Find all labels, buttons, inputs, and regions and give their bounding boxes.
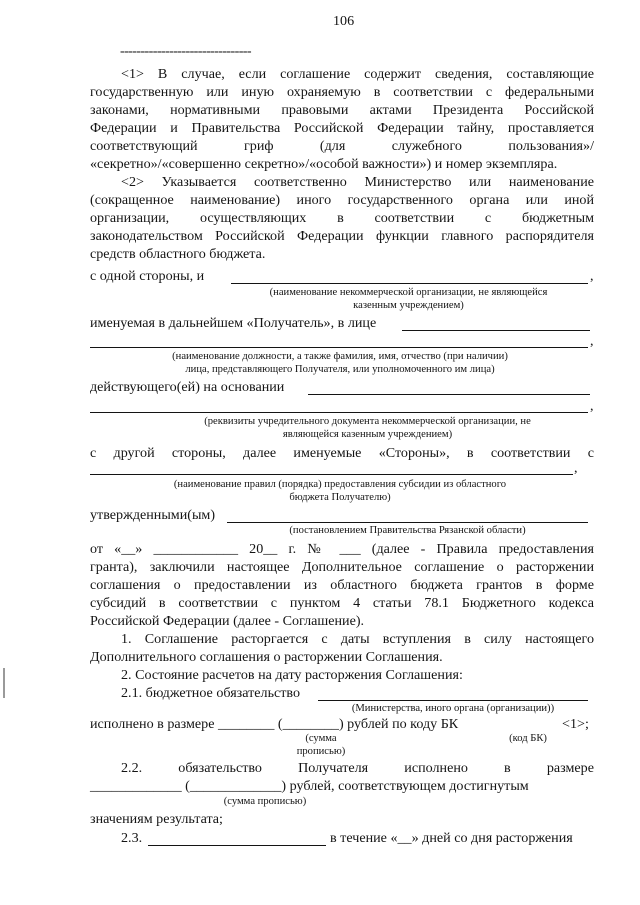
acting-label: действующего(ей) на основании (90, 379, 285, 395)
footnote-separator: -------------------------------- (120, 43, 251, 59)
approved-label: утвержденными(ым) (90, 507, 216, 523)
basis-line-comma: , (590, 398, 594, 414)
caption-org-1: (наименование некоммерческой организации, не являющейся (269, 287, 548, 298)
footnote-1-line-5: соответствующий гриф (для служебного пользования»/ (90, 138, 594, 154)
representative-line-1 (402, 330, 590, 331)
resolution-line (227, 522, 588, 523)
caption-org-2: казенным учреждением) (353, 300, 464, 311)
executed-line: исполнено в размере ________ (________) рублей по коду БК (90, 716, 459, 732)
body-line-3: субсидий в соответствии с пунктом 4 статьи 78.1 Бюджетного кодекса (90, 595, 594, 611)
other-side-line: с другой стороны, далее именуемые «Стороны», в соответствии с (90, 445, 594, 461)
footnote-2-line-4: законодательством Российской Федерации функции главного распорядителя (90, 228, 594, 244)
footnote-1-line-4: Федерации и Правительства Российской Федерации тайну, проставляется (90, 120, 594, 136)
body-line-2: соглашения о предоставлении из областного бюджета грантов в форме (90, 577, 594, 593)
footnote-1-line-3: законами, нормативными правовыми актами Президента Российской (90, 102, 594, 118)
item-2-1-label: 2.1. бюджетное обязательство (121, 685, 301, 701)
item-2-2-line: 2.2. обязательство Получателя исполнено в размере (121, 760, 594, 776)
caption-ministry: (Министерства, иного органа (организации)) (351, 703, 555, 714)
basis-line-2 (90, 412, 588, 413)
rules-name-line (90, 474, 573, 475)
ministry-line (318, 700, 588, 701)
date-number-line: от «__» ____________ 20__ г. № ___ (далее - Правила предоставления (90, 541, 594, 557)
body-line-1: гранта), заключили настоящее Дополнительное соглашение о расторжении (90, 559, 594, 575)
item-2-3-term: в течение «__» дней со дня расторжения (330, 830, 573, 846)
footnote-2-line-1: <2> Указывается соответственно Министерство или наименование (121, 174, 594, 190)
caption-resolution: (постановлением Правительства Рязанской области) (289, 525, 526, 536)
scan-margin-mark (3, 668, 5, 698)
item-2-3-label: 2.3. (121, 830, 143, 846)
caption-sum-words: прописью) (296, 746, 346, 757)
item-2: 2. Состояние расчетов на дату расторжения Соглашения: (121, 667, 463, 683)
representative-line-comma: , (590, 333, 594, 349)
caption-sum-words-2: (сумма прописью) (223, 796, 307, 807)
footnote-1-line-2: государственную или иную охраняемую в соответствии с федеральными (90, 84, 594, 100)
caption-kbk: (код БК) (509, 733, 547, 744)
caption-charter-2: являющейся казенным учреждением) (282, 429, 453, 440)
item-2-2-amount-line: _____________ (_____________) рублей, соответствующем достигнутым (90, 778, 529, 794)
footnote-1-line-1: <1> В случае, если соглашение содержит сведения, составляющие (121, 66, 594, 82)
footnote-1-line-6: «секретно»/«совершенно секретно»/«особой важности») и номер экземпляра. (90, 156, 558, 172)
basis-line-1 (308, 394, 590, 395)
rules-line-comma: , (574, 460, 578, 476)
page-number: 106 (333, 13, 355, 29)
footnote-2-line-2: (сокращенное наименование) иного государственного органа или иной (90, 192, 594, 208)
item-1-line-2: Дополнительного соглашения о расторжении Соглашения. (90, 649, 443, 665)
caption-rules-2: бюджета Получателю) (289, 492, 391, 503)
org-name-line (231, 283, 588, 284)
hereinafter-label: именуемая в дальнейшем «Получатель», в лице (90, 315, 377, 331)
footnote-2-line-3: организации, осуществляющих в соответствии с бюджетным (90, 210, 594, 226)
caption-charter-1: (реквизиты учредительного документа некоммерческой организации, не (204, 416, 531, 427)
executed-footnote-ref: <1>; (562, 716, 589, 732)
representative-line-2 (90, 347, 588, 348)
item-1-line-1: 1. Соглашение расторгается с даты вступления в силу настоящего (121, 631, 594, 647)
one-side-label: с одной стороны, и (90, 268, 205, 284)
footnote-2-line-5: средств областного бюджета. (90, 246, 266, 262)
result-values-line: значениям результата; (90, 811, 223, 827)
caption-person-1: (наименование должности, а также фамилия, имя, отчество (при наличии) (172, 351, 508, 362)
caption-person-2: лица, представляющего Получателя, или уполномоченного им лица) (185, 364, 495, 375)
body-line-4: Российской Федерации (далее - Соглашение). (90, 613, 365, 629)
caption-rules-1: (наименование правил (порядка) предоставления субсидии из областного (173, 479, 507, 490)
caption-sum: (сумма (305, 733, 337, 744)
item-2-3-line (148, 845, 326, 846)
org-line-comma: , (590, 268, 594, 284)
